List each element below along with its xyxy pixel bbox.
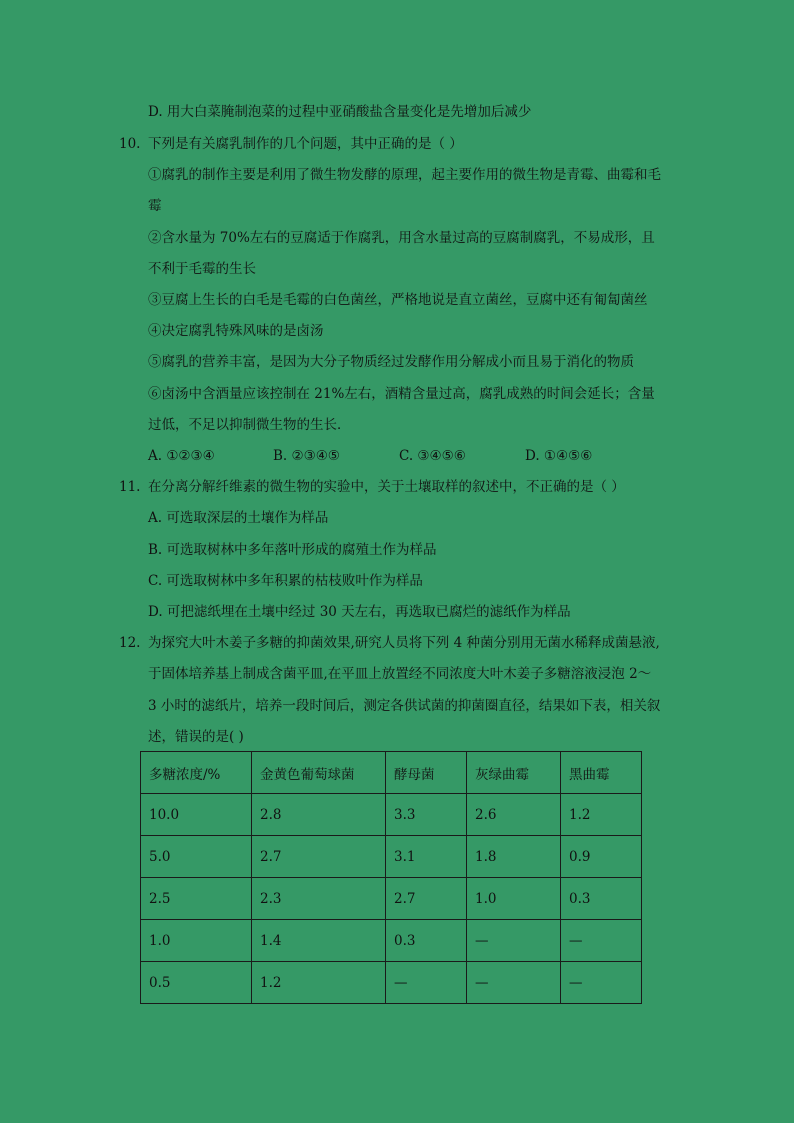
q11-option-d[interactable]: D. 可把滤纸埋在土壤中经过 30 天左右，再选取已腐烂的滤纸作为样品 <box>148 604 571 620</box>
q12-line-2: 于固体培养基上制成含菌平皿,在平皿上放置经不同浓度大叶木姜子多糖溶液浸泡 2～ <box>148 666 652 682</box>
q10-item-1a: ①腐乳的制作主要是利用了微生物发酵的原理，起主要作用的微生物是青霉、曲霉和毛 <box>148 167 661 183</box>
table-cell: 3.1 <box>386 836 467 878</box>
table-cell: — <box>467 920 561 962</box>
q12-number: 12. <box>119 635 141 651</box>
q11-option-a[interactable]: A. 可选取深层的土壤作为样品 <box>148 510 329 526</box>
table-cell: 2.7 <box>386 878 467 920</box>
table-row <box>141 836 642 878</box>
q12-line-3: 3 小时的滤纸片，培养一段时间后，测定各供试菌的抑菌圈直径，结果如下表，相关叙 <box>148 698 661 714</box>
table-header-cell: 金黄色葡萄球菌 <box>252 752 386 794</box>
table-row <box>141 920 642 962</box>
table-row <box>141 962 642 1004</box>
q10-item-2a: ②含水量为 70%左右的豆腐适于作腐乳，用含水量过高的豆腐制腐乳，不易成形，且 <box>148 230 655 246</box>
table-cell: 1.8 <box>467 836 561 878</box>
q11-stem: 在分离分解纤维素的微生物的实验中，关于土壤取样的叙述中，不正确的是（ ） <box>148 479 625 495</box>
q10-item-1b: 霉 <box>148 198 162 214</box>
table-cell: 0.3 <box>561 878 642 920</box>
table-cell: 5.0 <box>141 836 252 878</box>
q10-option-d[interactable]: D. ①④⑤⑥ <box>525 448 593 464</box>
table-header-row <box>141 752 642 794</box>
q10-option-b[interactable]: B. ②③④⑤ <box>273 448 340 464</box>
table-header-cell: 灰绿曲霉 <box>467 752 561 794</box>
table-row <box>141 794 642 836</box>
q10-stem: 下列是有关腐乳制作的几个问题，其中正确的是（ ） <box>148 136 463 152</box>
q11-option-b[interactable]: B. 可选取树林中多年落叶形成的腐殖土作为样品 <box>148 542 437 558</box>
q11-option-c[interactable]: C. 可选取树林中多年积累的枯枝败叶作为样品 <box>148 573 423 589</box>
q11-number: 11. <box>119 479 141 495</box>
q10-item-3: ③豆腐上生长的白毛是毛霉的白色菌丝，严格地说是直立菌丝，豆腐中还有匍匐菌丝 <box>148 292 648 308</box>
q10-number: 10. <box>119 136 141 152</box>
q10-item-6a: ⑥卤汤中含酒量应该控制在 21%左右，酒精含量过高，腐乳成熟的时间会延长；含量 <box>148 386 655 402</box>
table-cell: 2.6 <box>467 794 561 836</box>
table-header-cell: 黑曲霉 <box>561 752 642 794</box>
table-cell: 1.0 <box>467 878 561 920</box>
table-cell: — <box>561 920 642 962</box>
q10-option-a[interactable]: A. ①②③④ <box>148 448 215 464</box>
table-cell: 0.5 <box>141 962 252 1004</box>
q12-line-4: 述，错误的是( ) <box>148 729 244 745</box>
table-cell: 2.5 <box>141 878 252 920</box>
table-header-cell: 酵母菌 <box>386 752 467 794</box>
q10-option-c[interactable]: C. ③④⑤⑥ <box>399 448 466 464</box>
table-row <box>141 878 642 920</box>
table-cell: 3.3 <box>386 794 467 836</box>
q10-item-2b: 不利于毛霉的生长 <box>148 261 256 277</box>
table-cell: 0.3 <box>386 920 467 962</box>
table-header-cell: 多糖浓度/% <box>141 752 252 794</box>
table-cell: 2.3 <box>252 878 386 920</box>
q10-item-5: ⑤腐乳的营养丰富，是因为大分子物质经过发酵作用分解成小而且易于消化的物质 <box>148 354 634 370</box>
table-cell: 1.4 <box>252 920 386 962</box>
table-cell: 10.0 <box>141 794 252 836</box>
table-cell: 1.2 <box>252 962 386 1004</box>
table-cell: — <box>561 962 642 1004</box>
inhibition-table <box>140 751 642 1004</box>
table-cell: 1.0 <box>141 920 252 962</box>
table-cell: 1.2 <box>561 794 642 836</box>
table-cell: — <box>467 962 561 1004</box>
table-cell: 0.9 <box>561 836 642 878</box>
table-cell: 2.8 <box>252 794 386 836</box>
table-cell: 2.7 <box>252 836 386 878</box>
q12-line-1: 为探究大叶木姜子多糖的抑菌效果,研究人员将下列 4 种菌分别用无菌水稀释成菌悬液, <box>148 635 660 651</box>
q9-option-d: D. 用大白菜腌制泡菜的过程中亚硝酸盐含量变化是先增加后减少 <box>148 104 532 120</box>
q10-item-4: ④决定腐乳特殊风味的是卤汤 <box>148 323 324 339</box>
table-cell: — <box>386 962 467 1004</box>
q10-item-6b: 过低，不足以抑制微生物的生长． <box>148 417 351 433</box>
